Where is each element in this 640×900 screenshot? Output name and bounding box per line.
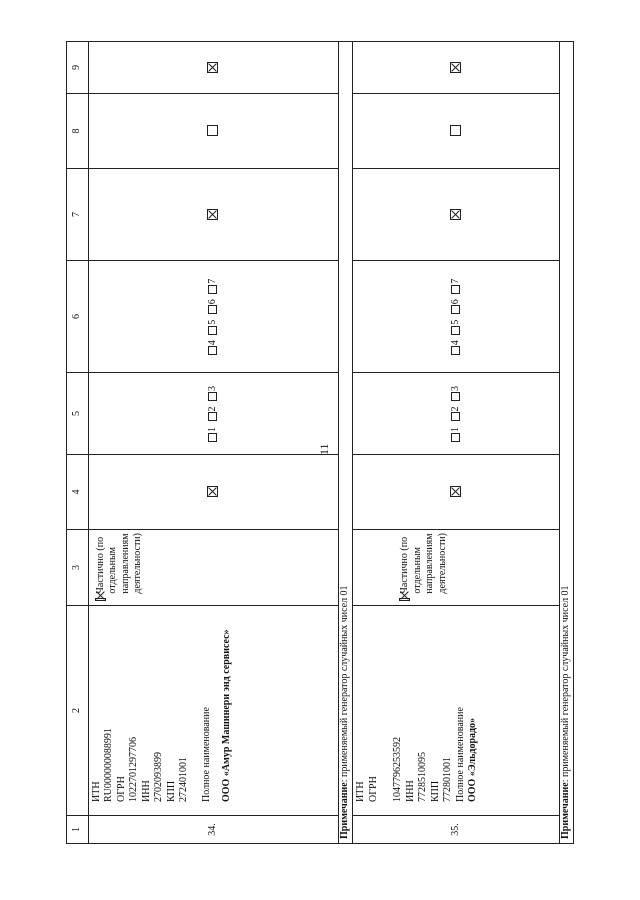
col9-cell <box>353 42 560 94</box>
row-number: 34. <box>88 816 338 844</box>
checkbox-icon[interactable] <box>208 326 217 335</box>
checked-box-icon[interactable] <box>450 62 461 73</box>
header-cell: 8 <box>67 94 89 169</box>
checked-box-icon[interactable] <box>207 487 218 498</box>
checkbox-label: 1 <box>206 427 218 432</box>
note-cell <box>338 42 352 844</box>
org-info-line <box>380 609 392 802</box>
org-info-line: ИНН <box>140 780 152 802</box>
checkbox-label: 3 <box>206 386 218 391</box>
checkbox-label: 5 <box>449 319 461 325</box>
org-info-line: ИТН <box>355 781 366 802</box>
checkbox-icon[interactable] <box>208 392 217 401</box>
note-label: Примечание <box>339 782 351 839</box>
full-name-label: Полное наименование <box>454 707 466 802</box>
org-info-line: ИНН <box>404 780 416 802</box>
checkbox-label: 1 <box>449 427 461 432</box>
checkbox-label: 4 <box>449 340 461 346</box>
org-info-line: 772801001 <box>442 757 453 802</box>
checkbox-icon[interactable] <box>451 392 460 401</box>
checkbox-icon[interactable] <box>208 413 217 422</box>
col9-cell <box>88 42 338 94</box>
checkbox-icon[interactable] <box>451 346 460 355</box>
col4-cell <box>88 455 338 530</box>
header-cell: 5 <box>67 373 89 455</box>
table-row <box>353 42 560 844</box>
note-label: Примечание <box>560 782 571 839</box>
checked-box-icon[interactable] <box>450 487 461 498</box>
scope-text: Частично (по отдельным направлениям деятельности) <box>94 533 144 594</box>
checkbox-label: 3 <box>449 386 461 391</box>
col7-cell <box>353 169 560 261</box>
note-text: : применяемый генератор случайных чисел 01 <box>339 585 351 783</box>
org-info-line: 1022701297706 <box>128 737 140 802</box>
col5-cell <box>353 373 560 455</box>
checkbox-label: 5 <box>206 319 218 325</box>
org-info-line: ОГРН <box>367 776 379 802</box>
checkbox-label: 4 <box>206 340 218 346</box>
org-info-cell <box>353 606 560 816</box>
org-name: ООО «Амур Машинери энд сервисес» <box>221 629 233 802</box>
checkbox-label: 6 <box>449 299 461 305</box>
page-number: 11 <box>317 443 331 455</box>
checked-box-icon[interactable] <box>450 209 461 220</box>
checkbox-label: 7 <box>449 278 461 284</box>
note-text: : применяемый генератор случайных чисел 01 <box>560 585 571 783</box>
org-info-line: 7728510095 <box>417 752 428 802</box>
col8-cell <box>88 94 338 169</box>
org-info-line: ОГРН <box>115 776 127 802</box>
checkbox-icon[interactable] <box>208 305 217 314</box>
checked-box-icon[interactable] <box>207 62 218 73</box>
checkbox-icon[interactable] <box>208 346 217 355</box>
checked-box-icon[interactable] <box>399 598 410 601</box>
checkbox-label: 7 <box>206 278 218 284</box>
checkbox-label: 2 <box>206 406 218 412</box>
org-info-line: ИТН <box>90 781 102 802</box>
scope-text: Частично (по отдельным направлениям деятельности) <box>399 533 448 594</box>
note-row <box>559 42 573 844</box>
org-info-line: 272401001 <box>178 757 190 802</box>
header-cell: 6 <box>67 261 89 373</box>
col5-cell <box>88 373 338 455</box>
checkbox-icon[interactable] <box>451 326 460 335</box>
scope-cell <box>353 530 560 606</box>
checked-box-icon[interactable] <box>207 209 218 220</box>
header-cell: 9 <box>67 42 89 94</box>
header-cell: 3 <box>67 530 89 606</box>
checkbox-icon[interactable] <box>208 285 217 294</box>
header-cell: 1 <box>67 816 89 844</box>
checkbox-icon[interactable] <box>451 433 460 442</box>
checkbox-icon[interactable] <box>451 285 460 294</box>
org-name: ООО «Эльдорадо» <box>467 717 478 802</box>
note-cell <box>559 42 573 844</box>
org-info-line: КПП <box>165 780 177 802</box>
header-cell: 2 <box>67 606 89 816</box>
org-info-line: 2702093899 <box>153 752 165 802</box>
col6-cell <box>88 261 338 373</box>
org-info-line: КПП <box>429 780 441 802</box>
checkbox-label: 2 <box>449 406 461 412</box>
table-row <box>88 42 338 844</box>
col6-cell <box>353 261 560 373</box>
col8-cell <box>353 94 560 169</box>
row-number: 35. <box>353 816 560 844</box>
checked-box-icon[interactable] <box>95 598 106 601</box>
checkbox-icon[interactable] <box>451 413 460 422</box>
header-cell: 7 <box>67 169 89 261</box>
org-info-line: 1047796253592 <box>392 737 403 802</box>
checkbox-icon[interactable] <box>450 126 461 137</box>
org-info-cell <box>88 606 338 816</box>
checkbox-icon[interactable] <box>207 126 218 137</box>
rotated-table <box>66 42 574 844</box>
scope-cell <box>88 530 338 606</box>
org-info-line: RU000000088991 <box>103 728 115 802</box>
note-row <box>338 42 352 844</box>
col4-cell <box>353 455 560 530</box>
checkbox-label: 6 <box>206 299 218 305</box>
col7-cell <box>88 169 338 261</box>
full-name-label: Полное наименование <box>200 707 212 802</box>
register-table <box>66 41 574 844</box>
header-row <box>67 42 89 844</box>
header-cell: 4 <box>67 455 89 530</box>
checkbox-icon[interactable] <box>451 305 460 314</box>
checkbox-icon[interactable] <box>208 433 217 442</box>
